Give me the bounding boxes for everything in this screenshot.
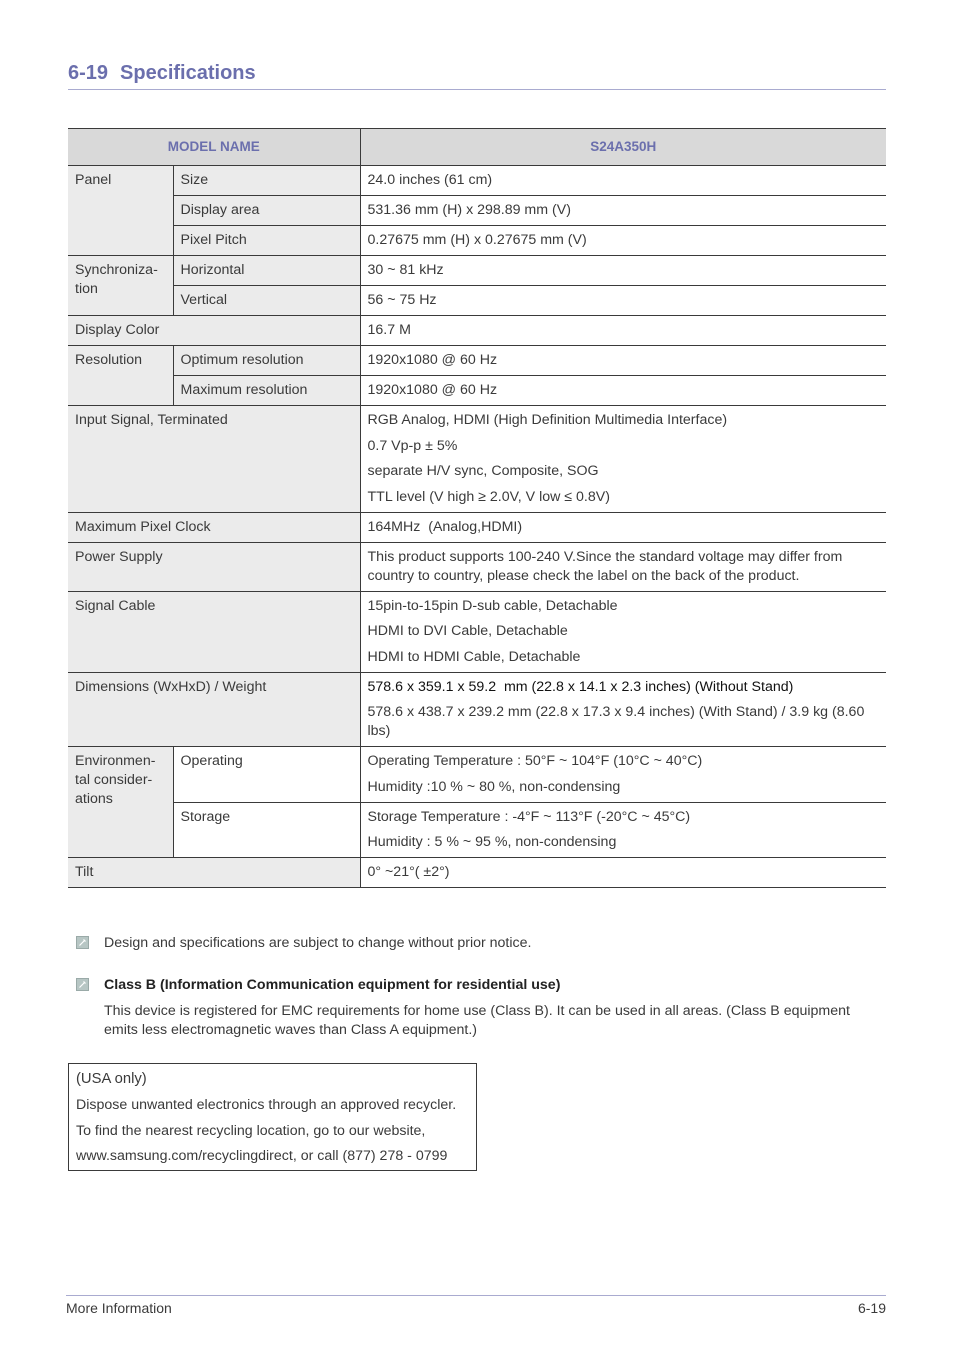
resolution-label: Resolution — [68, 346, 173, 406]
table-row — [68, 672, 886, 747]
sync-label-line: tion — [75, 281, 98, 297]
optimum-resolution-value: 1920x1080 @ 60 Hz — [360, 346, 886, 376]
pixel-clock-label: Maximum Pixel Clock — [68, 512, 360, 542]
pixel-clock-value: 164MHz (Analog,HDMI) — [360, 512, 886, 542]
note-design-change — [76, 934, 876, 954]
environmental-label-line: ations — [75, 791, 113, 807]
panel-area-value: 531.36 mm (H) x 298.89 mm (V) — [360, 196, 886, 226]
display-color-label: Display Color — [68, 316, 360, 346]
table-row — [68, 376, 886, 406]
power-supply-label: Power Supply — [68, 542, 360, 591]
note-text: Design and specifications are subject to change without prior notice. — [104, 935, 532, 951]
storage-temperature: Storage Temperature : -4°F ~ 113°F (-20°C ~ 45°C) — [367, 808, 691, 825]
note-class-b — [76, 976, 876, 1040]
tilt-label: Tilt — [68, 858, 360, 888]
environmental-label-line: tal consider- — [75, 772, 153, 788]
model-name-header: MODEL NAME — [68, 129, 360, 166]
storage-value — [360, 802, 886, 858]
sync-label-line: Synchroniza- — [75, 262, 158, 278]
dimensions-label: Dimensions (WxHxD) / Weight — [68, 672, 360, 747]
table-row — [68, 542, 886, 591]
operating-value — [360, 747, 886, 803]
environmental-label — [68, 747, 173, 858]
storage-humidity: Humidity : 5 % ~ 95 %, non-condensing — [367, 834, 617, 850]
panel-pitch-value: 0.27675 mm (H) x 0.27675 mm (V) — [360, 226, 886, 256]
footer-section-name: More Information — [66, 1300, 172, 1316]
footer-page-number: 6-19 — [857, 1300, 886, 1316]
signal-cable-line: HDMI to HDMI Cable, Detachable — [367, 648, 581, 665]
panel-label: Panel — [68, 166, 173, 256]
table-row — [68, 196, 886, 226]
tilt-value: 0° ~21°( ±2°) — [360, 858, 886, 888]
footer-divider — [66, 1295, 886, 1296]
operating-temperature: Operating Temperature : 50°F ~ 104°F (10°C ~ 40°C) — [367, 753, 703, 769]
table-row — [68, 346, 886, 376]
dimensions-with-stand: 578.6 x 438.7 x 239.2 mm (22.8 x 17.3 x 9.4 inches) (With Stand) / 3.9 kg (8.60 lbs) — [367, 704, 865, 739]
class-b-body: This device is registered for EMC requirements for home use (Class B). It can be used in all areas. (Class B equipment emits less electromagnetic waves than Class A equipment.) — [104, 1003, 850, 1038]
note-text — [104, 976, 874, 1040]
table-row — [68, 406, 886, 513]
title-divider — [68, 89, 886, 90]
note-icon — [76, 978, 89, 991]
usa-box-title: (USA only) — [76, 1071, 147, 1087]
input-signal-line: TTL level (V high ≥ 2.0V, V low ≤ 0.8V) — [367, 488, 610, 505]
panel-area-label: Display area — [173, 196, 360, 226]
note-icon — [76, 936, 89, 949]
input-signal-line: 0.7 Vp-p ± 5% — [367, 437, 458, 454]
dimensions-without-stand: 578.6 x 359.1 x 59.2 mm (22.8 x 14.1 x 2.3 inches) (Without Stand) — [367, 678, 794, 695]
section-number: 6-19 — [68, 62, 109, 84]
environmental-label-line: Environmen- — [75, 753, 156, 769]
sync-horizontal-label: Horizontal — [173, 256, 360, 286]
usa-box-line: www.samsung.com/recyclingdirect, or call (877) 278 - 0799 — [76, 1148, 448, 1164]
usa-box-line: Dispose unwanted electronics through an approved recycler. — [76, 1097, 457, 1113]
signal-cable-line: HDMI to DVI Cable, Detachable — [367, 623, 568, 639]
sync-vertical-value: 56 ~ 75 Hz — [360, 286, 886, 316]
usa-box-line: To find the nearest recycling location, go to our website, — [76, 1122, 426, 1139]
table-row — [68, 256, 886, 286]
table-row — [68, 747, 886, 803]
sync-vertical-label: Vertical — [173, 286, 360, 316]
table-row — [68, 286, 886, 316]
table-header-row — [68, 129, 886, 166]
table-row — [68, 858, 886, 888]
table-row — [68, 802, 886, 858]
operating-label: Operating — [173, 747, 360, 803]
usa-recycling-box — [68, 1063, 477, 1171]
panel-pitch-label: Pixel Pitch — [173, 226, 360, 256]
optimum-resolution-label: Optimum resolution — [173, 346, 360, 376]
panel-size-value: 24.0 inches (61 cm) — [360, 166, 886, 196]
table-row — [68, 512, 886, 542]
sync-label — [68, 256, 173, 316]
maximum-resolution-label: Maximum resolution — [173, 376, 360, 406]
input-signal-label: Input Signal, Terminated — [68, 406, 360, 513]
panel-size-label: Size — [173, 166, 360, 196]
dimensions-value — [360, 672, 886, 747]
display-color-value: 16.7 M — [360, 316, 886, 346]
table-row — [68, 166, 886, 196]
signal-cable-value — [360, 591, 886, 672]
maximum-resolution-value: 1920x1080 @ 60 Hz — [360, 376, 886, 406]
input-signal-value — [360, 406, 886, 513]
table-row — [68, 316, 886, 346]
table-row — [68, 591, 886, 672]
power-supply-value: This product supports 100-240 V.Since the standard voltage may differ from country to country, please check the label on the back of the product. — [360, 542, 886, 591]
input-signal-line: RGB Analog, HDMI (High Definition Multimedia Interface) — [367, 412, 728, 428]
page-title — [68, 62, 256, 85]
operating-humidity: Humidity :10 % ~ 80 %, non-condensing — [367, 778, 621, 795]
input-signal-line: separate H/V sync, Composite, SOG — [367, 463, 599, 479]
storage-label: Storage — [173, 802, 360, 858]
model-value-header: S24A350H — [360, 129, 886, 166]
table-row — [68, 226, 886, 256]
signal-cable-line: 15pin-to-15pin D-sub cable, Detachable — [367, 597, 618, 614]
sync-horizontal-value: 30 ~ 81 kHz — [360, 256, 886, 286]
signal-cable-label: Signal Cable — [68, 591, 360, 672]
section-title: Specifications — [120, 62, 256, 84]
specifications-table — [68, 128, 886, 888]
class-b-title: Class B (Information Communication equipment for residential use) — [104, 977, 561, 993]
